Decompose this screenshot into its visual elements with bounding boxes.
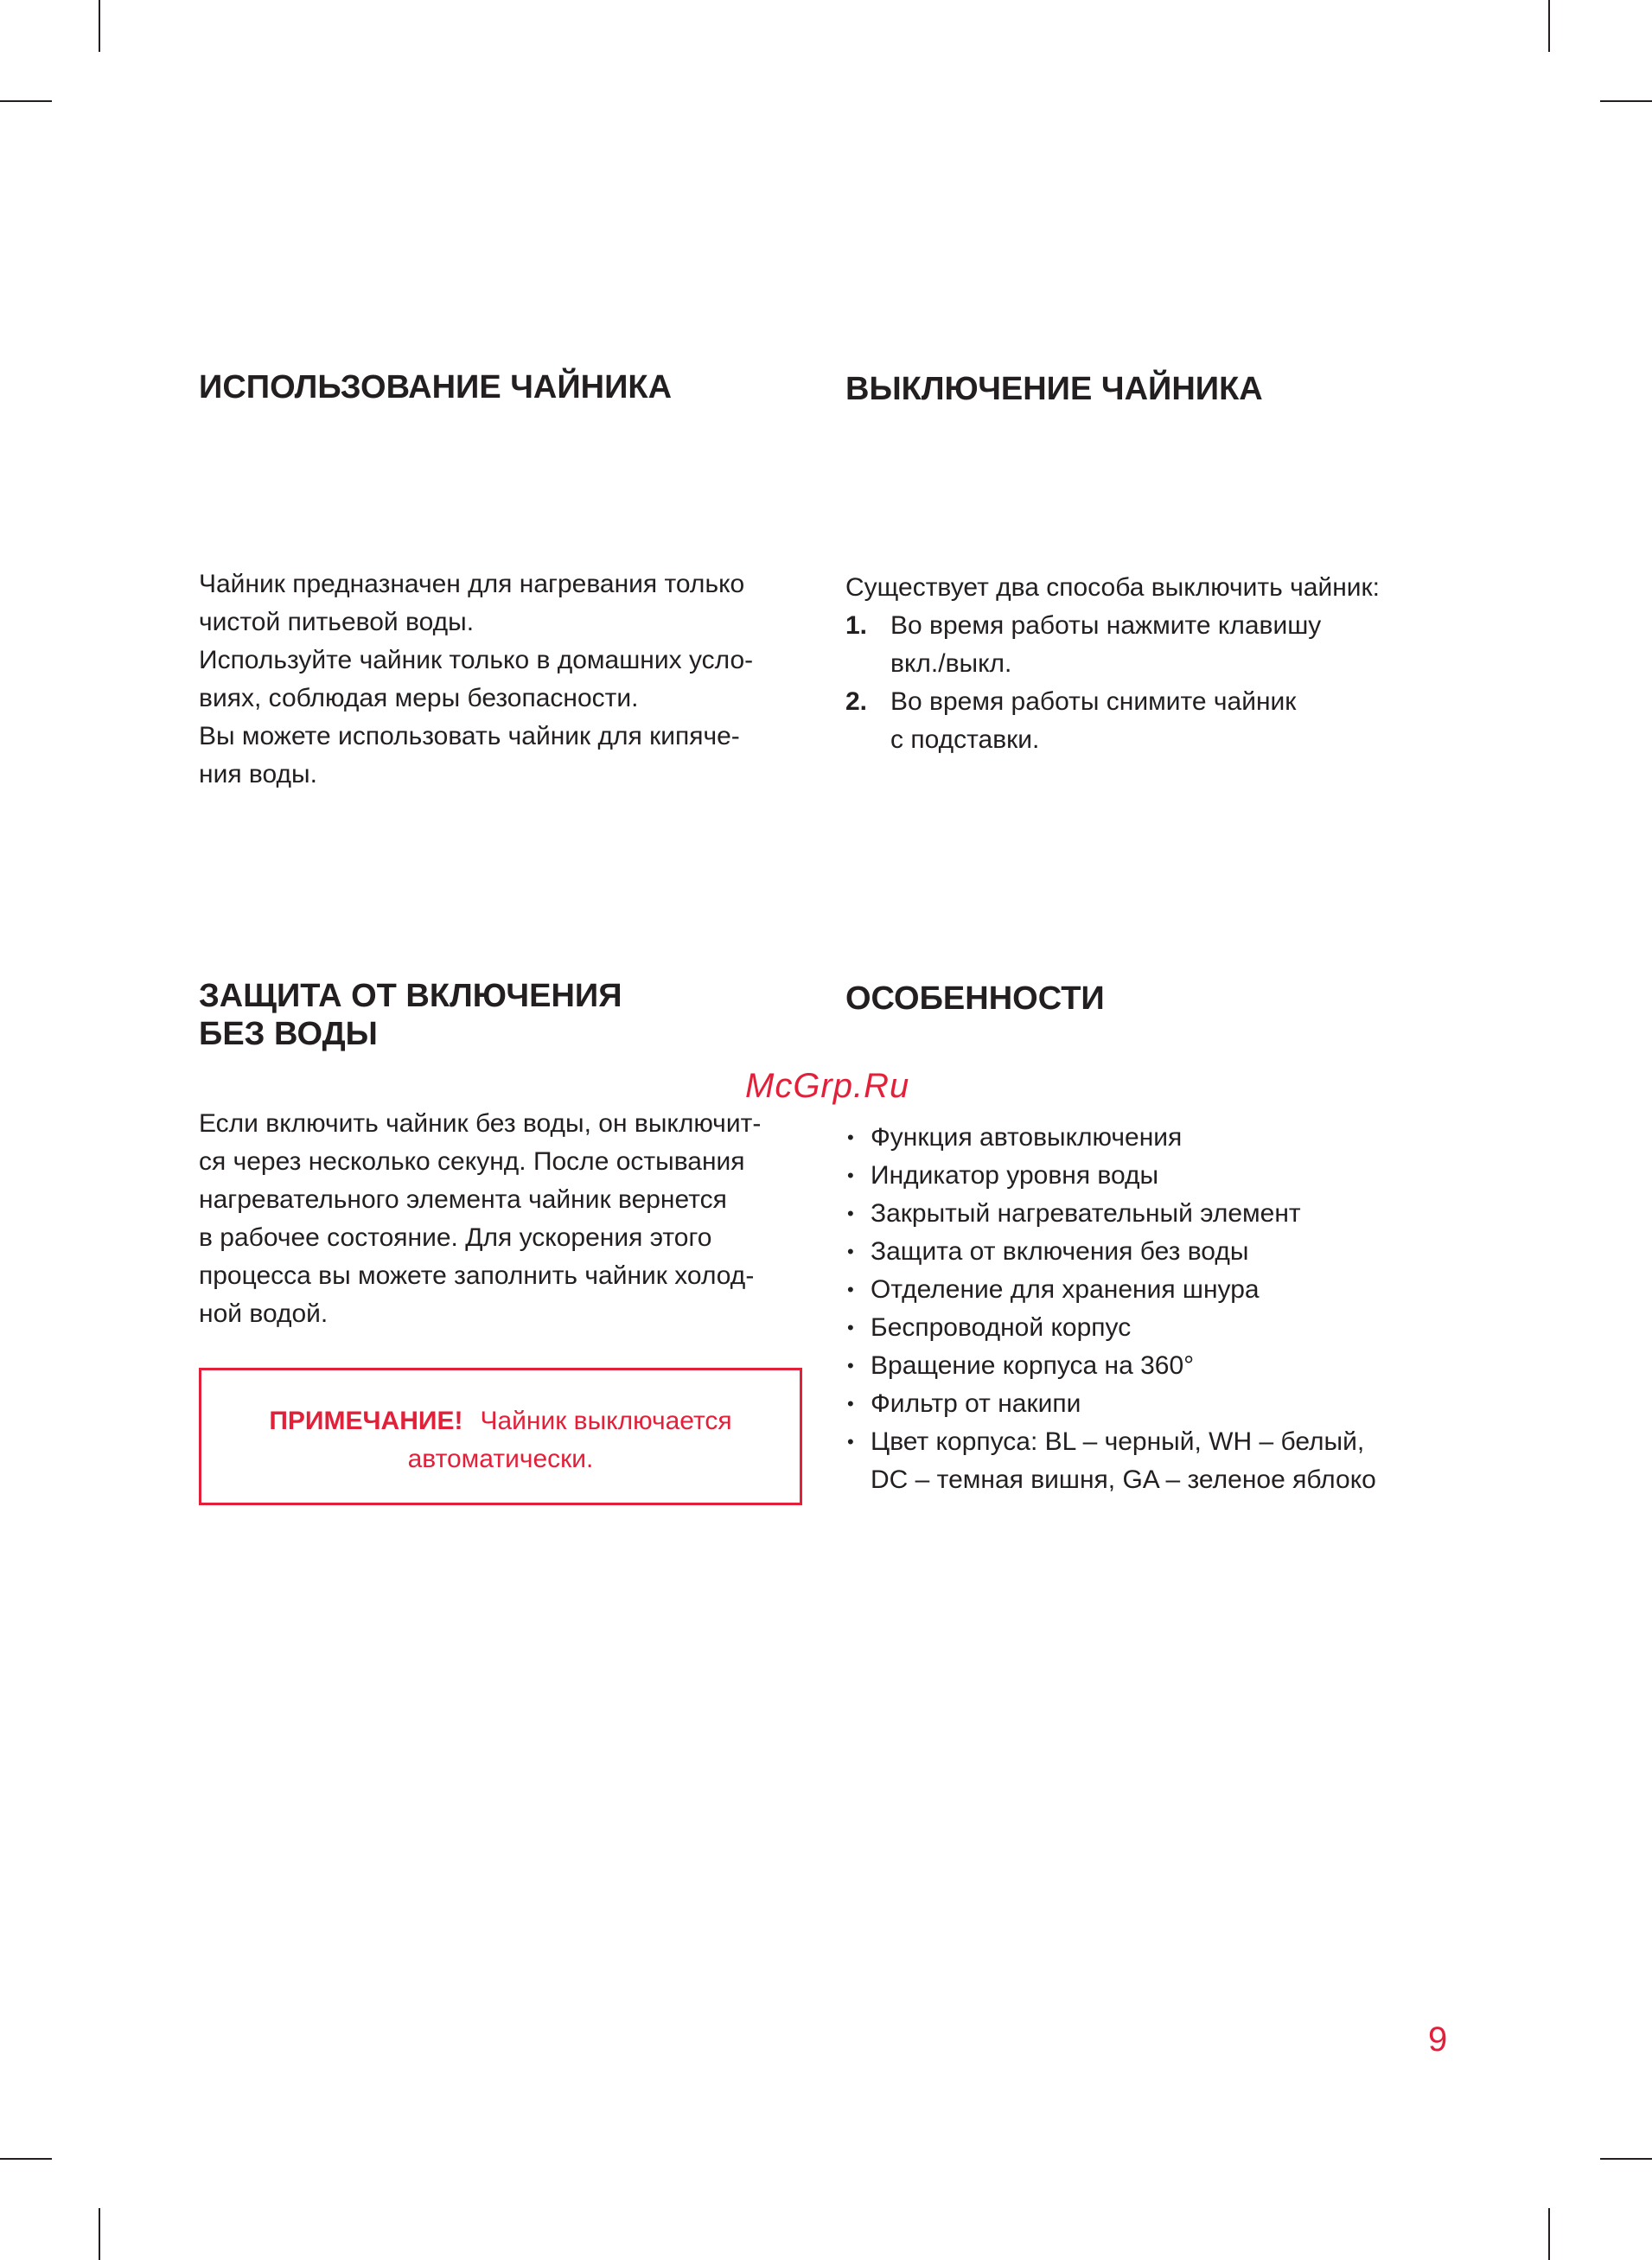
note-title: ПРИМЕЧАНИЕ! <box>269 1407 463 1435</box>
feature-item <box>845 1157 1376 1195</box>
feature-text <box>871 1423 1376 1499</box>
feature-text: Беспроводной корпус <box>871 1313 1132 1342</box>
feature-text: Фильтр от накипи <box>871 1389 1081 1418</box>
feature-item <box>845 1423 1376 1499</box>
protection-line: ся через несколько секунд. После остывания <box>199 1147 745 1176</box>
bullet-icon: • <box>847 1355 854 1376</box>
usage-line: чистой питьевой воды. <box>199 608 475 636</box>
step-line: вкл./выкл. <box>890 649 1012 678</box>
page-number: 9 <box>1428 2021 1448 2059</box>
bullet-icon: • <box>847 1317 854 1338</box>
bullet-icon: • <box>847 1127 854 1148</box>
feature-text: Вращение корпуса на 360° <box>871 1351 1195 1380</box>
bullet-icon: • <box>847 1279 854 1300</box>
crop-mark-top-left-horizontal <box>0 100 52 102</box>
bullet-icon: • <box>847 1203 854 1224</box>
switch-off-intro: Существует два способа выключить чайник: <box>845 573 1380 602</box>
features-heading: ОСОБЕННОСТИ <box>845 980 1105 1017</box>
feature-text: Отделение для хранения шнура <box>871 1275 1260 1304</box>
crop-mark-top-right-vertical <box>1548 0 1550 52</box>
feature-item <box>845 1119 1376 1157</box>
feature-item <box>845 1385 1376 1423</box>
protection-line: процесса вы можете заполнить чайник холод- <box>199 1261 755 1290</box>
protection-heading-line: ЗАЩИТА ОТ ВКЛЮЧЕНИЯ <box>199 978 622 1014</box>
protection-line: ной водой. <box>199 1299 328 1328</box>
feature-text: Функция автовыключения <box>871 1123 1183 1152</box>
switch-off-heading: ВЫКЛЮЧЕНИЕ ЧАЙНИКА <box>845 371 1263 407</box>
step-number: 1. <box>845 611 868 640</box>
bullet-icon: • <box>847 1165 854 1186</box>
protection-heading-line: БЕЗ ВОДЫ <box>199 1016 378 1052</box>
usage-line: виях, соблюдая меры безопасности. <box>199 684 639 712</box>
note-line <box>201 1402 800 1440</box>
usage-line: ния воды. <box>199 760 317 788</box>
feature-line: Цвет корпуса: BL – черный, WH – белый, <box>871 1427 1365 1456</box>
usage-heading: ИСПОЛЬЗОВАНИЕ ЧАЙНИКА <box>199 369 673 405</box>
bullet-icon: • <box>847 1393 854 1414</box>
note-box <box>199 1368 802 1505</box>
feature-text: Защита от включения без воды <box>871 1237 1249 1266</box>
switch-off-steps <box>845 607 1321 759</box>
bullet-icon: • <box>847 1431 854 1452</box>
crop-mark-bottom-right-horizontal <box>1600 2158 1652 2160</box>
step-line: Во время работы снимите чайник <box>890 687 1297 716</box>
usage-line: Чайник предназначен для нагревания только <box>199 570 745 598</box>
step-line: с подставки. <box>890 725 1040 754</box>
step-line: Во время работы нажмите клавишу <box>890 611 1322 640</box>
crop-mark-top-left-vertical <box>99 0 100 52</box>
feature-text: Закрытый нагревательный элемент <box>871 1199 1301 1228</box>
feature-text: Индикатор уровня воды <box>871 1161 1159 1190</box>
step-text <box>890 683 1296 759</box>
feature-item <box>845 1271 1376 1309</box>
feature-item <box>845 1347 1376 1385</box>
crop-mark-top-right-horizontal <box>1600 100 1652 102</box>
note-text: Чайник выключается <box>480 1407 732 1435</box>
usage-line: Вы можете использовать чайник для кипяче- <box>199 722 740 750</box>
protection-line: в рабочее состояние. Для ускорения этого <box>199 1223 712 1252</box>
usage-paragraph <box>199 565 753 794</box>
watermark: McGrp.Ru <box>745 1067 910 1105</box>
crop-mark-bottom-left-vertical <box>99 2208 100 2260</box>
feature-item <box>845 1309 1376 1347</box>
protection-line: Если включить чайник без воды, он выключит- <box>199 1109 762 1138</box>
crop-mark-bottom-right-vertical <box>1548 2208 1550 2260</box>
protection-heading <box>199 977 622 1053</box>
feature-item <box>845 1195 1376 1233</box>
switch-off-step <box>845 683 1321 759</box>
feature-item <box>845 1233 1376 1271</box>
step-number: 2. <box>845 687 868 716</box>
usage-line: Используйте чайник только в домашних усло- <box>199 646 754 674</box>
feature-line: DC – темная вишня, GA – зеленое яблоко <box>871 1465 1376 1494</box>
protection-line: нагревательного элемента чайник вернется <box>199 1185 727 1214</box>
bullet-icon: • <box>847 1241 854 1262</box>
features-list <box>845 1119 1376 1499</box>
step-text <box>890 607 1321 683</box>
crop-mark-bottom-left-horizontal <box>0 2158 52 2160</box>
protection-paragraph <box>199 1105 761 1333</box>
switch-off-step <box>845 607 1321 683</box>
note-line: автоматически. <box>407 1445 594 1473</box>
